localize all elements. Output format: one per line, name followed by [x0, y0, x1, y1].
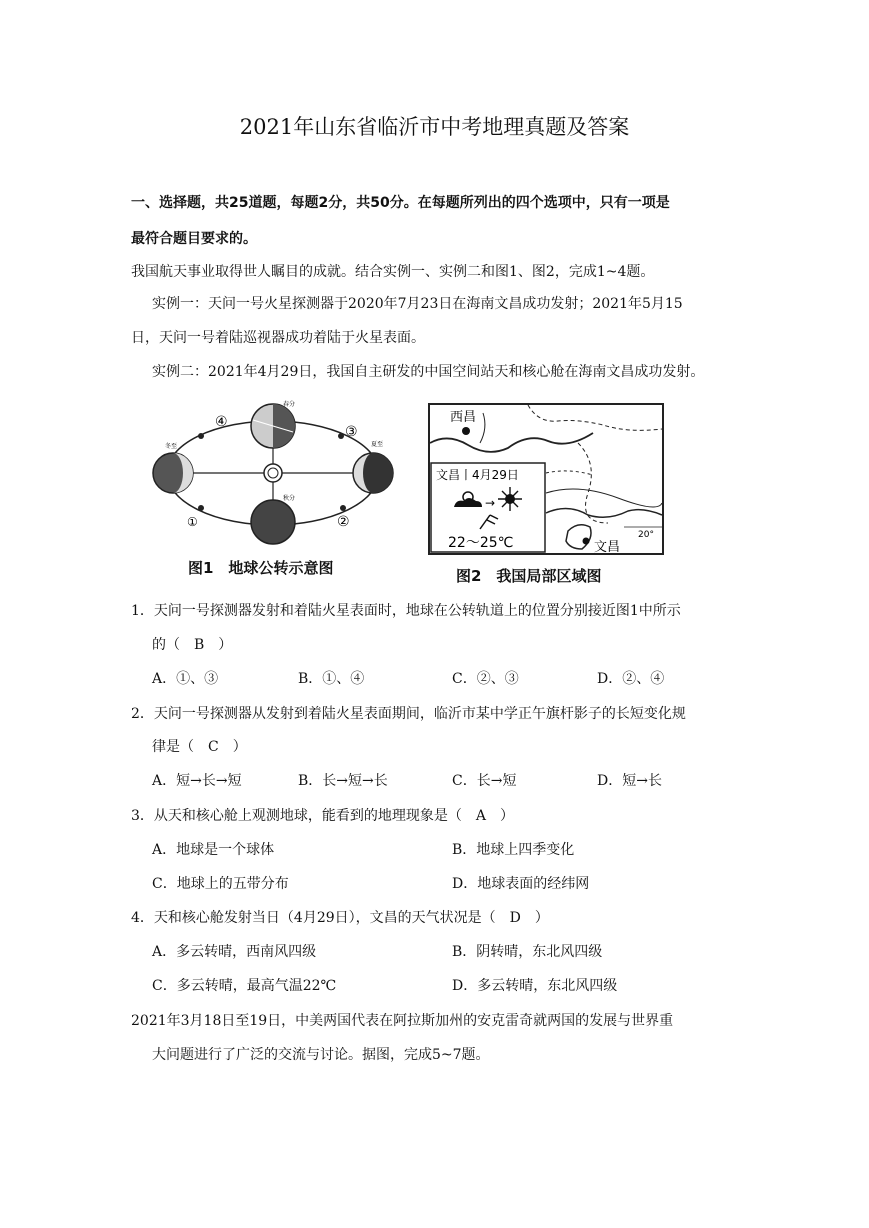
marker-1: ① — [187, 515, 198, 529]
q2-option-d: D．短→长 — [597, 773, 662, 789]
label-summer: 夏至 — [371, 441, 384, 448]
xichang-dot — [462, 427, 470, 435]
q2-stem: 2．天问一号探测器从发射到着陆火星表面期间，临沂市某中学正午旗杆影子的长短变化规 — [131, 706, 686, 722]
temperature-label: 22～25℃ — [448, 535, 514, 551]
figure2-region-map — [428, 403, 664, 555]
example1-text: 实例一：天问一号火星探测器于2020年7月23日在海南文昌成功发射；2021年5月15 — [152, 296, 683, 312]
weather-box-title: 文昌丨4月29日 — [436, 468, 519, 482]
city-wenchang: 文昌 — [594, 540, 621, 555]
q1-option-c: C．②、③ — [452, 671, 519, 687]
q3-option-c: C．地球上的五带分布 — [152, 876, 289, 892]
intro-text: 我国航天事业取得世人瞩目的成就。结合实例一、实例二和图1、图2，完成1~4题。 — [131, 264, 655, 280]
q2-option-a: A．短→长→短 — [152, 773, 242, 789]
outro-text: 2021年3月18日至19日，中美两国代表在阿拉斯加州的安克雷奇就两国的发展与世界重 — [131, 1013, 674, 1029]
q1-option-d: D．②、④ — [597, 671, 665, 687]
example1-text-cont: 日，天问一号着陆巡视器成功着陆于火星表面。 — [131, 330, 425, 346]
q3-option-b: B．地球上四季变化 — [452, 842, 575, 858]
figure2-caption: 图2 我国局部区域图 — [456, 567, 602, 585]
section-heading: 一、选择题，共25道题，每题2分，共50分。在每题所列出的四个选项中，只有一项是 — [131, 195, 670, 211]
city-xichang: 西昌 — [450, 410, 477, 425]
label-winter: 冬至 — [165, 443, 178, 450]
outro-text-cont: 大问题进行了广泛的交流与讨论。据图，完成5~7题。 — [152, 1047, 490, 1063]
q4-option-b: B．阴转晴，东北风四级 — [452, 944, 603, 960]
wenchang-dot — [583, 538, 590, 545]
q4-stem: 4．天和核心舱发射当日（4月29日），文昌的天气状况是（ D ） — [131, 910, 549, 926]
q3-stem: 3．从天和核心舱上观测地球，能看到的地理现象是（ A ） — [131, 808, 515, 824]
q4-option-c: C．多云转晴，最高气温22℃ — [152, 978, 337, 994]
q1-stem: 1．天问一号探测器发射和着陆火星表面时，地球在公转轨道上的位置分别接近图1中所示 — [131, 603, 681, 619]
page-title: 2021年山东省临沂市中考地理真题及答案 — [239, 115, 630, 139]
example2-text: 实例二：2021年4月29日，我国自主研发的中国空间站天和核心舱在海南文昌成功发射。 — [152, 364, 705, 380]
q3-option-a: A．地球是一个球体 — [152, 842, 275, 858]
q1-stem-cont: 的（ B ） — [152, 637, 233, 653]
q4-option-d: D．多云转晴，东北风四级 — [452, 978, 618, 994]
q2-option-b: B．长→短→长 — [298, 773, 388, 789]
q4-option-a: A．多云转晴，西南风四级 — [152, 944, 317, 960]
section-heading-cont: 最符合题目要求的。 — [131, 231, 257, 247]
arrow-icon: → — [485, 496, 496, 510]
figure1-caption: 图1 地球公转示意图 — [188, 559, 334, 577]
q2-option-c: C．长→短 — [452, 773, 517, 789]
q1-option-b: B．①、④ — [298, 671, 365, 687]
figure1-orbit-diagram — [145, 398, 405, 583]
marker-2: ② — [337, 514, 350, 530]
q3-option-d: D．地球表面的经纬网 — [452, 876, 590, 892]
latitude-label: 20° — [638, 530, 654, 540]
q1-option-a: A．①、③ — [152, 671, 219, 687]
q2-stem-cont: 律是（ C ） — [152, 739, 247, 755]
label-autumn: 秋分 — [283, 495, 296, 502]
marker-4: ④ — [215, 414, 228, 430]
marker-3: ③ — [345, 424, 358, 440]
label-spring: 春分 — [283, 401, 296, 408]
